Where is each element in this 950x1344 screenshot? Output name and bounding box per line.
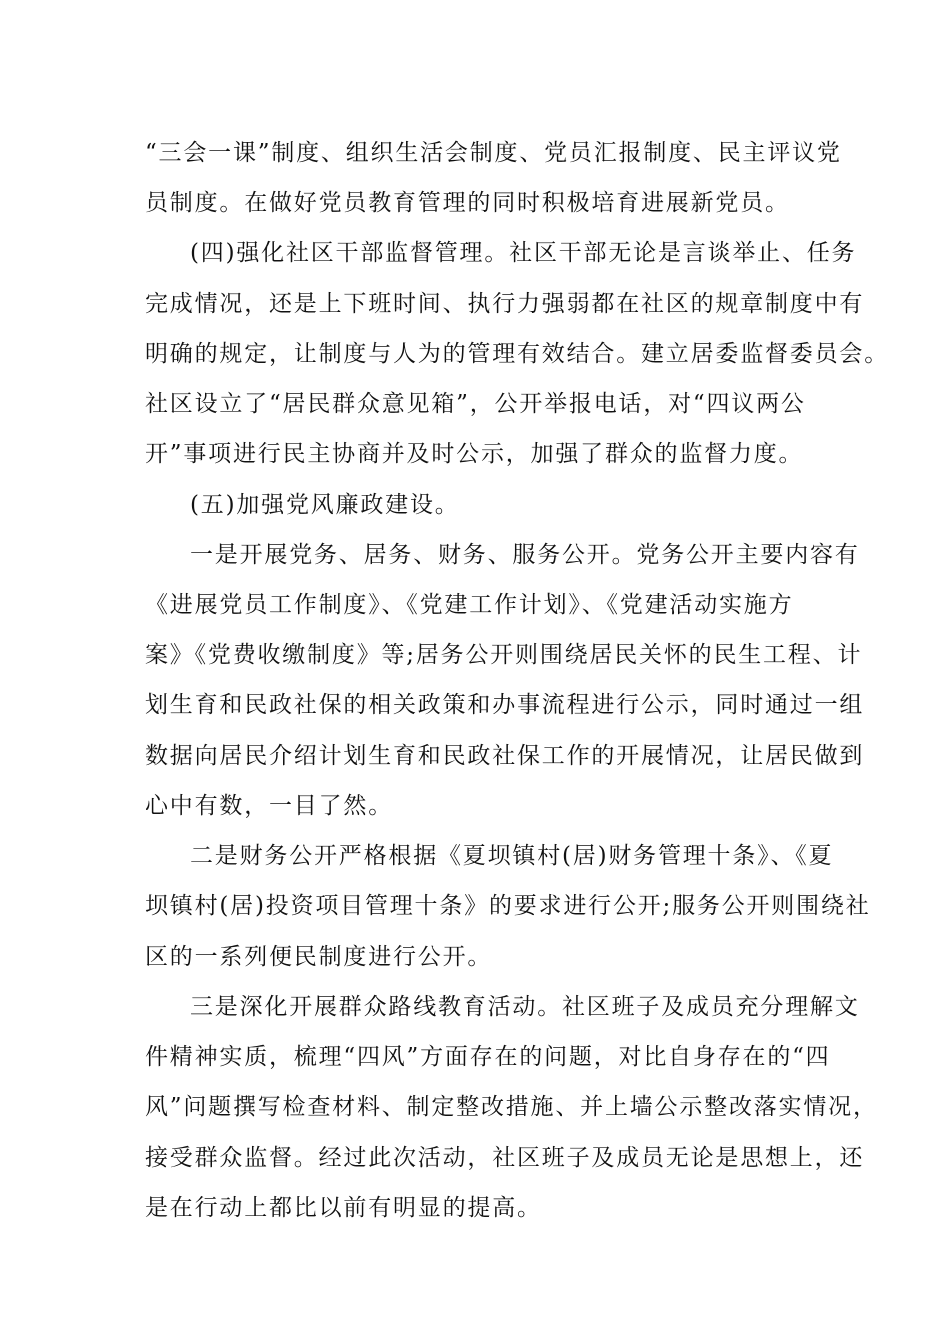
text-line: “三会一课”制度、组织生活会制度、党员汇报制度、民主评议党 <box>145 140 842 166</box>
paragraph-start-line: 二是财务公开严格根据《夏坝镇村(居)财务管理十条》、《夏 <box>190 843 834 869</box>
text-line: 明确的规定，让制度与人为的管理有效结合。建立居委监督委员会。 <box>145 341 889 367</box>
paragraph-start-line: 一是开展党务、居务、财务、服务公开。党务公开主要内容有 <box>190 542 860 568</box>
text-line: 社区设立了“居民群众意见箱”，公开举报电话，对“四议两公 <box>145 391 806 417</box>
text-line: 完成情况，还是上下班时间、执行力强弱都在社区的规章制度中有 <box>145 291 865 317</box>
text-line: 接受群众监督。经过此次活动，社区班子及成员无论是思想上，还 <box>145 1145 865 1171</box>
text-line: 坝镇村(居)投资项目管理十条》的要求进行公开;服务公开则围绕社 <box>145 893 871 919</box>
text-line: 案》《党费收缴制度》等;居务公开则围绕居民关怀的民生工程、计 <box>145 642 863 668</box>
paragraph-start-line: (四)强化社区干部监督管理。社区干部无论是言谈举止、任务 <box>190 240 857 266</box>
paragraph-start-line: 三是深化开展群众路线教育活动。社区班子及成员充分理解文 <box>190 994 860 1020</box>
text-line: 数据向居民介绍计划生育和民政社保工作的开展情况，让居民做到 <box>145 743 865 769</box>
text-line: 件精神实质，梳理“四风”方面存在的问题，对比自身存在的“四 <box>145 1044 831 1070</box>
text-line: 划生育和民政社保的相关政策和办事流程进行公示，同时通过一组 <box>145 692 865 718</box>
text-line: 员制度。在做好党员教育管理的同时积极培育进展新党员。 <box>145 190 790 216</box>
text-line: 是在行动上都比以前有明显的提高。 <box>145 1195 542 1221</box>
text-line: 风”问题撰写检查材料、制定整改措施、并上墙公示整改落实情况， <box>145 1094 878 1120</box>
text-line: 开”事项进行民主协商并及时公示，加强了群众的监督力度。 <box>145 441 804 467</box>
section-heading: (五)加强党风廉政建设。 <box>190 492 460 518</box>
text-line: 心中有数，一目了然。 <box>145 793 393 819</box>
text-line: 区的一系列便民制度进行公开。 <box>145 944 493 970</box>
text-line: 《进展党员工作制度》、《党建工作计划》、《党建活动实施方 <box>145 592 794 618</box>
